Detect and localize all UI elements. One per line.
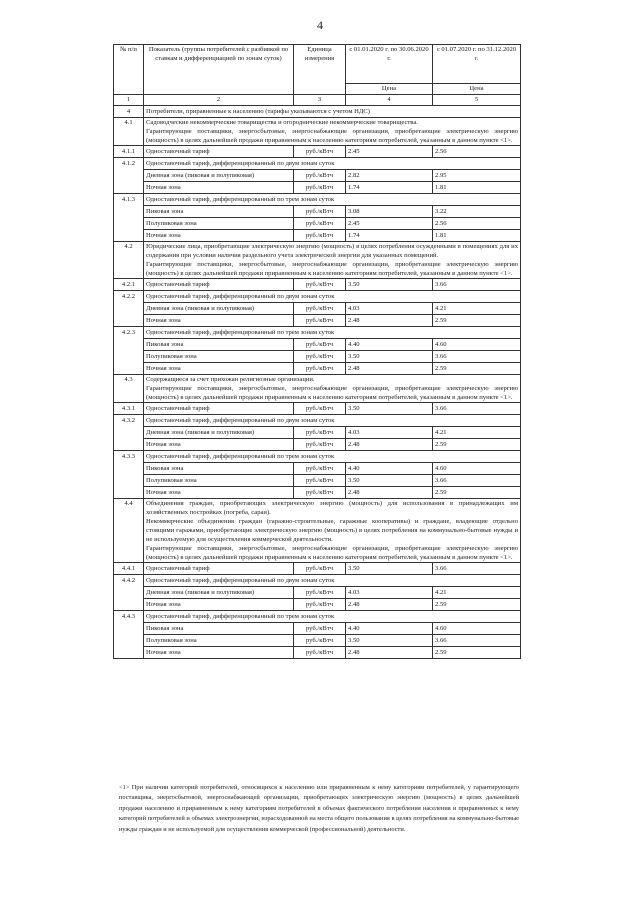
row-price-1: 2.45 (346, 146, 433, 158)
tariff-zone-row (114, 206, 521, 218)
header-price-2: Цена (433, 84, 521, 95)
tariff-zone-row (114, 587, 521, 599)
row-price-2: 2.59 (433, 363, 521, 375)
row-price-1: 4.03 (346, 587, 433, 599)
group-num: 4.3 (114, 375, 144, 403)
group-description (144, 242, 521, 279)
zone-title: Одноставочный тариф, дифференцированный по двум зонам суток (144, 291, 521, 303)
tariff-zone-row (114, 635, 521, 647)
group-paragraph: Содержащиеся за счет прихожан религиозные организации. (146, 376, 315, 383)
row-unit: руб./кВтч (294, 635, 346, 647)
row-label: Одноставочный тариф (144, 279, 294, 291)
row-price-2: 2.59 (433, 599, 521, 611)
row-num: 4.1.2 (114, 158, 144, 194)
header-index: 1 (114, 95, 144, 106)
zone-title: Одноставочный тариф, дифференцированный по трем зонам суток (144, 611, 521, 623)
tariff-zone-header (114, 451, 521, 463)
row-unit: руб./кВтч (294, 587, 346, 599)
row-unit: руб./кВтч (294, 599, 346, 611)
group-description-row (114, 118, 521, 146)
tariff-row-single (114, 403, 521, 415)
row-price-1: 3.50 (346, 351, 433, 363)
row-price-2: 1.81 (433, 230, 521, 242)
tariff-row-single (114, 563, 521, 575)
row-label: Пиковая зона (144, 339, 294, 351)
row-label: Полупиковая зона (144, 218, 294, 230)
row-price-2: 1.81 (433, 182, 521, 194)
footnote: <1> При наличии категорий потребителей, относящихся к населению или приравненным к нему категориям потребителей, у гарантирующего поставщика, энергосбытовой, энергоснабжающей организации, приобретающих электрическую энергию (мощность) в целях дальнейшей продажи населению и приравненным к нему категориям потребителей в объемах фактического потребления населения и приравненных к нему категорий потребителей и объемах электроэнергии, израсходованной на места общего пользования в целях потребления на коммунально-бытовые нужды граждан и не используемой для осуществления коммерческой (профессиональной) деятельности. (119, 784, 519, 833)
tariff-zone-row (114, 439, 521, 451)
group-num: 4.2 (114, 242, 144, 279)
row-price-2: 3.66 (433, 475, 521, 487)
row-unit: руб./кВтч (294, 279, 346, 291)
header-unit: Единица измерения (294, 45, 346, 95)
row-label: Ночная зона (144, 439, 294, 451)
row-label: Дневная зона (пиковая и полупиковая) (144, 427, 294, 439)
row-price-2: 2.59 (433, 487, 521, 499)
row-price-1: 2.48 (346, 363, 433, 375)
header-period-1: с 01.01.2020 г. по 30.06.2020 г. (346, 45, 433, 84)
tariff-zone-row (114, 170, 521, 182)
tariff-zone-row (114, 363, 521, 375)
row-label: Ночная зона (144, 487, 294, 499)
tariff-zone-header (114, 611, 521, 623)
tariff-zone-row (114, 230, 521, 242)
row-label: Полупиковая зона (144, 475, 294, 487)
row-price-1: 2.48 (346, 487, 433, 499)
row-num: 4.3.2 (114, 415, 144, 451)
tariff-zone-row (114, 427, 521, 439)
row-price-2: 4.60 (433, 339, 521, 351)
row-price-2: 3.66 (433, 563, 521, 575)
tariff-zone-row (114, 623, 521, 635)
row-price-2: 3.66 (433, 279, 521, 291)
tariff-zone-row (114, 315, 521, 327)
row-price-1: 4.03 (346, 303, 433, 315)
group-description (144, 118, 521, 146)
row-price-2: 3.22 (433, 206, 521, 218)
header-price-1: Цена (346, 84, 433, 95)
row-price-1: 2.82 (346, 170, 433, 182)
group-description-row (114, 242, 521, 279)
tariff-zone-row (114, 303, 521, 315)
tariff-zone-row (114, 218, 521, 230)
row-unit: руб./кВтч (294, 339, 346, 351)
row-unit: руб./кВтч (294, 146, 346, 158)
row-unit: руб./кВтч (294, 439, 346, 451)
row-unit: руб./кВтч (294, 230, 346, 242)
row-price-1: 2.48 (346, 599, 433, 611)
row-unit: руб./кВтч (294, 182, 346, 194)
page-number: 4 (317, 18, 323, 32)
tariff-row-single (114, 146, 521, 158)
row-price-2: 3.66 (433, 351, 521, 363)
row-label: Пиковая зона (144, 206, 294, 218)
row-price-2: 2.56 (433, 218, 521, 230)
tariff-row-single (114, 279, 521, 291)
group-num: 4.1 (114, 118, 144, 146)
row-price-1: 1.74 (346, 230, 433, 242)
group-paragraph: Садоводческие некоммерческие товарищества и огороднические некоммерческие товарищества. (146, 119, 418, 126)
tariff-zone-row (114, 182, 521, 194)
row-price-2: 3.66 (433, 635, 521, 647)
row-num: 4.4.3 (114, 611, 144, 659)
section-title: Потребители, приравненные к населению (тарифы указываются с учетом НДС) (144, 106, 521, 118)
tariff-zone-header (114, 327, 521, 339)
tariff-zone-row (114, 463, 521, 475)
zone-title: Одноставочный тариф, дифференцированный по двум зонам суток (144, 575, 521, 587)
row-price-2: 2.56 (433, 146, 521, 158)
zone-title: Одноставочный тариф, дифференцированный по трем зонам суток (144, 327, 521, 339)
row-label: Пиковая зона (144, 623, 294, 635)
row-label: Дневная зона (пиковая и полупиковая) (144, 170, 294, 182)
row-num: 4.2.3 (114, 327, 144, 375)
group-description-row (114, 375, 521, 403)
row-price-1: 3.50 (346, 279, 433, 291)
row-unit: руб./кВтч (294, 403, 346, 415)
row-num: 4.2.2 (114, 291, 144, 327)
row-price-1: 3.50 (346, 635, 433, 647)
zone-title: Одноставочный тариф, дифференцированный по двум зонам суток (144, 158, 521, 170)
row-price-2: 3.66 (433, 403, 521, 415)
header-index: 3 (294, 95, 346, 106)
row-unit: руб./кВтч (294, 563, 346, 575)
row-label: Ночная зона (144, 315, 294, 327)
tariff-zone-header (114, 194, 521, 206)
row-price-1: 3.50 (346, 475, 433, 487)
row-price-2: 2.59 (433, 647, 521, 659)
row-label: Ночная зона (144, 599, 294, 611)
tariff-zone-row (114, 351, 521, 363)
zone-title: Одноставочный тариф, дифференцированный по двум зонам суток (144, 415, 521, 427)
row-label: Одноставочный тариф (144, 563, 294, 575)
header-row (114, 45, 521, 84)
row-label: Полупиковая зона (144, 351, 294, 363)
row-unit: руб./кВтч (294, 315, 346, 327)
group-paragraph: Гарантирующие поставщики, энергосбытовые, энергоснабжающие организации, приобретающие электрическую энергию (мощность) в целях дальнейшей продажи приравненным к населению категориям потребителей, указанным в данном пункте <1>. (146, 545, 518, 561)
row-unit: руб./кВтч (294, 623, 346, 635)
tariff-zone-row (114, 599, 521, 611)
row-price-1: 4.40 (346, 463, 433, 475)
row-unit: руб./кВтч (294, 170, 346, 182)
row-unit: руб./кВтч (294, 363, 346, 375)
row-unit: руб./кВтч (294, 303, 346, 315)
tariff-zone-header (114, 158, 521, 170)
group-paragraph: Гарантирующие поставщики, энергосбытовые, энергоснабжающие организации, приобретающие электрическую энергию (мощность) в целях дальнейшей продажи приравненным к населению категориям потребителей, указанным в данном пункте <1>. (146, 261, 518, 277)
tariff-zone-row (114, 475, 521, 487)
row-unit: руб./кВтч (294, 427, 346, 439)
row-price-1: 4.40 (346, 623, 433, 635)
row-price-1: 2.48 (346, 315, 433, 327)
row-price-2: 4.21 (433, 427, 521, 439)
row-num: 4.1.1 (114, 146, 144, 158)
tariff-zone-row (114, 647, 521, 659)
group-num: 4.4 (114, 499, 144, 563)
tariff-zone-header (114, 291, 521, 303)
row-price-2: 2.95 (433, 170, 521, 182)
header-index-row (114, 95, 521, 106)
group-paragraph: Юридические лица, приобретающие электрическую энергию (мощность) в целях потребления осужденными в помещениях для их содержания при условии наличия раздельного учета электрической энергии для указанных помещений. (146, 243, 518, 259)
row-label: Дневная зона (пиковая и полупиковая) (144, 587, 294, 599)
zone-title: Одноставочный тариф, дифференцированный по трем зонам суток (144, 194, 521, 206)
row-label: Ночная зона (144, 182, 294, 194)
row-num: 4.3.1 (114, 403, 144, 415)
section-num: 4 (114, 106, 144, 118)
tariff-table (113, 44, 521, 659)
row-price-1: 3.08 (346, 206, 433, 218)
group-paragraph: Объединения граждан, приобретающих электрическую энергию (мощность) для использования в принадлежащих им хозяйственных постройках (погреба, сараи). (146, 500, 518, 516)
row-label: Пиковая зона (144, 463, 294, 475)
row-price-2: 4.60 (433, 623, 521, 635)
section-row (114, 106, 521, 118)
header-period-2: с 01.07.2020 г. по 31.12.2020 г. (433, 45, 521, 84)
row-num: 4.4.1 (114, 563, 144, 575)
header-index: 4 (346, 95, 433, 106)
row-price-1: 3.50 (346, 403, 433, 415)
row-unit: руб./кВтч (294, 647, 346, 659)
row-num: 4.4.2 (114, 575, 144, 611)
row-unit: руб./кВтч (294, 487, 346, 499)
row-price-1: 2.45 (346, 218, 433, 230)
row-price-1: 4.40 (346, 339, 433, 351)
row-price-2: 4.60 (433, 463, 521, 475)
row-unit: руб./кВтч (294, 475, 346, 487)
tariff-zone-row (114, 339, 521, 351)
row-unit: руб./кВтч (294, 206, 346, 218)
group-description (144, 499, 521, 563)
row-price-1: 4.03 (346, 427, 433, 439)
row-price-2: 4.21 (433, 303, 521, 315)
group-paragraph: Гарантирующие поставщики, энергосбытовые, энергоснабжающие организации, приобретающие электрическую энергию (мощность) в целях дальнейшей продажи приравненным к населению категориям потребителей, указанным в данном пункте <1>. (146, 128, 518, 144)
header-num: № п/п (114, 45, 144, 95)
row-price-1: 2.48 (346, 439, 433, 451)
row-price-2: 4.21 (433, 587, 521, 599)
row-label: Ночная зона (144, 647, 294, 659)
row-num: 4.2.1 (114, 279, 144, 291)
row-unit: руб./кВтч (294, 351, 346, 363)
header-indicator: Показатель (группы потребителей с разбивкой по ставкам и дифференциацией по зонам суток) (144, 45, 294, 95)
row-num: 4.3.3 (114, 451, 144, 499)
row-price-2: 2.59 (433, 315, 521, 327)
row-label: Полупиковая зона (144, 635, 294, 647)
row-price-2: 2.59 (433, 439, 521, 451)
row-num: 4.1.3 (114, 194, 144, 242)
group-description (144, 375, 521, 403)
row-price-1: 2.48 (346, 647, 433, 659)
header-index: 2 (144, 95, 294, 106)
zone-title: Одноставочный тариф, дифференцированный по трем зонам суток (144, 451, 521, 463)
group-description-row (114, 499, 521, 563)
row-price-1: 1.74 (346, 182, 433, 194)
row-label: Одноставочный тариф (144, 403, 294, 415)
group-paragraph: Гарантирующие поставщики, энергосбытовые, энергоснабжающие организации, приобретающие электрическую энергию (мощность) в целях дальнейшей продажи приравненным к населению категориям потребителей, указанным в данном пункте <1>. (146, 385, 518, 401)
tariff-zone-header (114, 575, 521, 587)
header-index: 5 (433, 95, 521, 106)
row-unit: руб./кВтч (294, 463, 346, 475)
row-label: Дневная зона (пиковая и полупиковая) (144, 303, 294, 315)
row-label: Одноставочный тариф (144, 146, 294, 158)
tariff-zone-header (114, 415, 521, 427)
group-paragraph: Некоммерческие объединения граждан (гаражно-строительные, гаражные кооперативы) и граждане, владеющие отдельно стоящими гаражами, приобретающие электрическую энергию (мощность) в целях потребления на коммунально-бытовые нужды и не используемую для осуществления коммерческой деятельности. (146, 518, 518, 543)
row-price-1: 3.50 (346, 563, 433, 575)
tariff-zone-row (114, 487, 521, 499)
row-unit: руб./кВтч (294, 218, 346, 230)
row-label: Ночная зона (144, 230, 294, 242)
row-label: Ночная зона (144, 363, 294, 375)
